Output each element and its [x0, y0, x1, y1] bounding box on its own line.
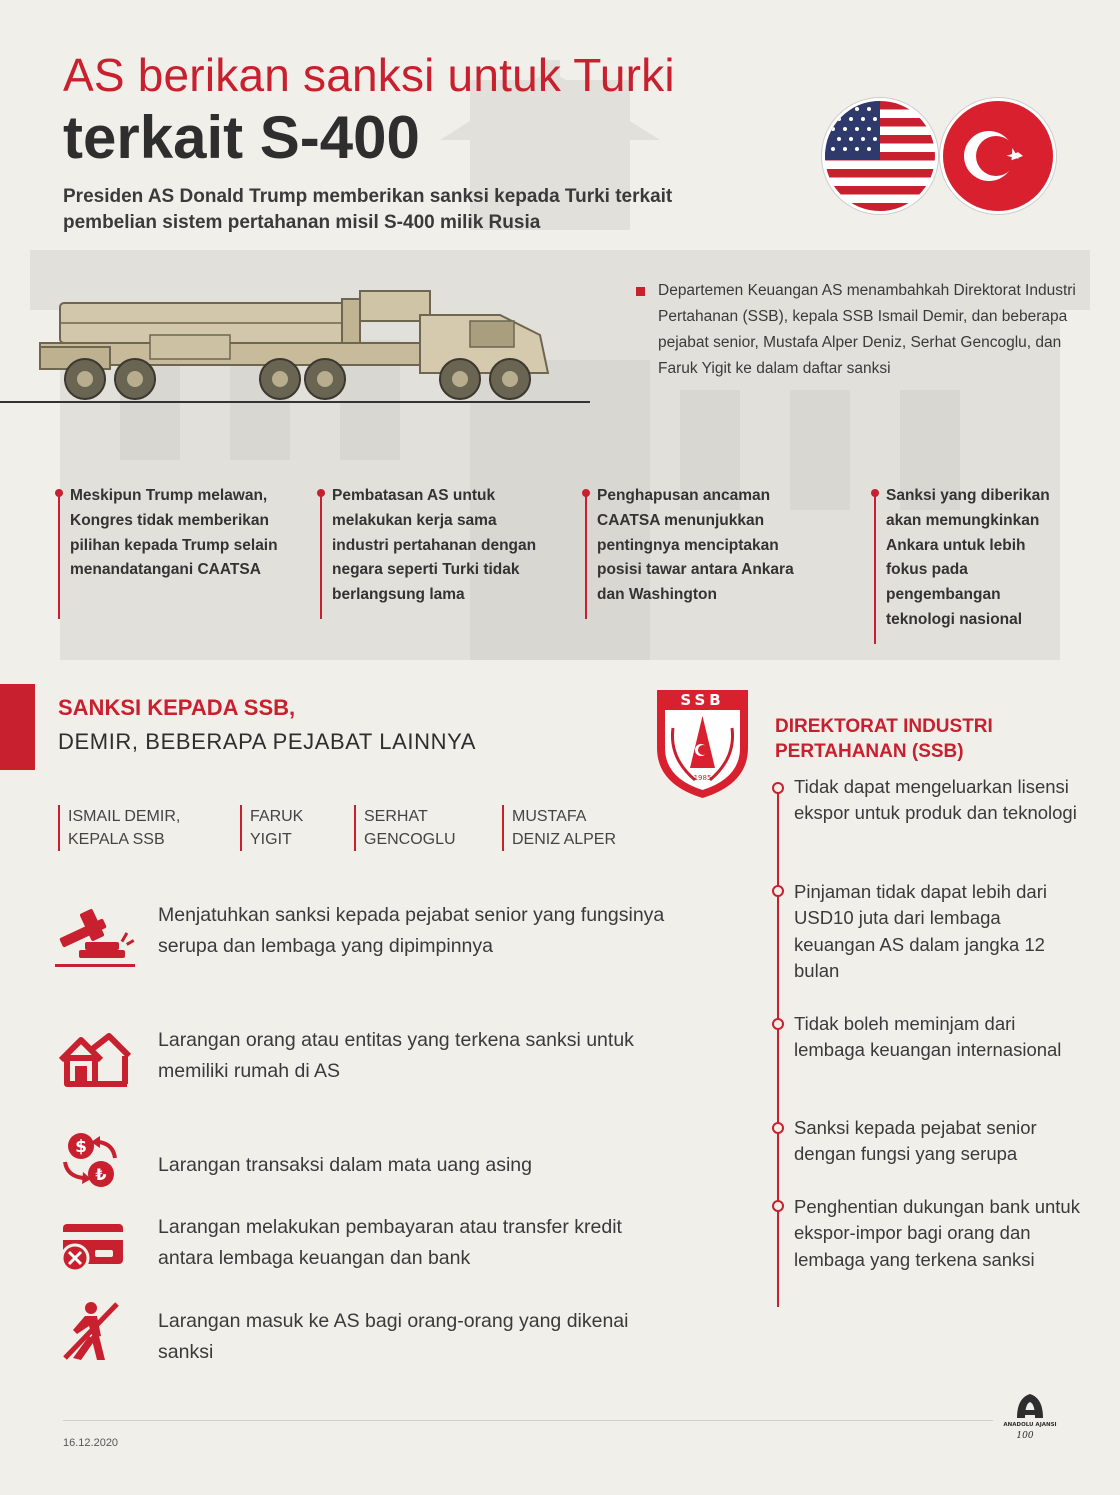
section-title-red: SANKSI KEPADA SSB,	[58, 695, 296, 720]
no-entry-person-icon	[55, 1300, 125, 1364]
bullet-square-icon	[636, 287, 645, 296]
ssb-title: DIREKTORAT INDUSTRI PERTAHANAN (SSB)	[775, 716, 993, 762]
official-name-4: MUSTAFA DENIZ ALPER	[502, 805, 616, 851]
bullet-dot-icon	[871, 489, 879, 497]
bullet-dot-icon	[317, 489, 325, 497]
svg-text:₺: ₺	[95, 1165, 107, 1184]
bullet-dot-icon	[55, 489, 63, 497]
ssb-item-5: Penghentian dukungan bank untuk ekspor-impor bagi orang dan lembaga yang terkena sanksi	[794, 1196, 1080, 1270]
footer-divider	[63, 1420, 993, 1421]
ssb-emblem-logo	[655, 688, 750, 800]
ssb-item-4: Sanksi kepada pejabat senior dengan fungsi yang serupa	[794, 1117, 1037, 1165]
blocked-card-icon	[55, 1220, 127, 1274]
timeline-dot-icon	[772, 885, 784, 897]
timeline-dot-icon	[772, 782, 784, 794]
turkey-flag-icon	[940, 98, 1056, 214]
sanction-item-3: Larangan transaksi dalam mata uang asing	[158, 1154, 532, 1176]
ssb-sanction-note: Departemen Keuangan AS menambahkah Direktorat Industri Pertahanan (SSB), kepala SSB Ismail Demir, dan beberapa pejabat senior, Mustafa Alper Deniz, Serhat Gencoglu, dan Faruk Yigit ke dalam daftar sanksi	[636, 278, 1076, 382]
house-icon	[55, 1032, 133, 1088]
s400-launcher-illustration	[0, 275, 590, 410]
ssb-item-1: Tidak dapat mengeluarkan lisensi ekspor untuk produk dan teknologi	[794, 776, 1077, 824]
sanction-item-5: Larangan masuk ke AS bagi orang-orang yang dikenai sanksi	[158, 1310, 629, 1363]
svg-text:1985: 1985	[693, 774, 712, 782]
official-name-3: SERHAT GENCOGLU	[354, 805, 456, 851]
lead-text: Presiden AS Donald Trump memberikan sanksi kepada Turki terkait pembelian sistem pertahanan misil S-400 milik Rusia	[63, 186, 673, 233]
timeline-dot-icon	[772, 1200, 784, 1212]
section-accent-bar	[0, 684, 35, 770]
sanction-item-1: Menjatuhkan sanksi kepada pejabat senior yang fungsinya serupa dan lembaga yang dipimpinnya	[158, 904, 665, 957]
svg-text:$: $	[75, 1137, 87, 1157]
key-point-2: Pembatasan AS untuk melakukan kerja sama industri pertahanan dengan negara seperti Turki tidak berlangsung lama	[320, 484, 545, 608]
gavel-icon	[55, 906, 135, 970]
ssb-item-2: Pinjaman tidak dapat lebih dari USD10 juta dari lembaga keuangan AS dalam jangka 12 bulan	[794, 881, 1047, 981]
publish-date: 16.12.2020	[63, 1437, 119, 1449]
key-point-4: Sanksi yang diberikan akan memungkinkan Ankara untuk lebih fokus pada pengembangan teknologi nasional	[874, 484, 1064, 633]
usa-flag-icon	[822, 98, 938, 214]
official-name-1: ISMAIL DEMIR, KEPALA SSB	[58, 805, 180, 851]
currency-exchange-icon	[55, 1130, 125, 1194]
sanction-item-2: Larangan orang atau entitas yang terkena sanksi untuk memiliki rumah di AS	[158, 1029, 634, 1082]
ssb-item-3: Tidak boleh meminjam dari lembaga keuangan internasional	[794, 1013, 1062, 1061]
bullet-dot-icon	[582, 489, 590, 497]
section-title-dark: DEMIR, BEBERAPA PEJABAT LAINNYA	[58, 729, 476, 754]
anadolu-agency-logo	[995, 1388, 1065, 1448]
ssb-timeline-line	[777, 785, 779, 1307]
title-line-2: terkait S-400	[63, 104, 420, 171]
svg-text:100: 100	[1016, 1431, 1034, 1441]
key-point-1: Meskipun Trump melawan, Kongres tidak memberikan pilihan kepada Trump selain menandatangani CAATSA	[58, 484, 288, 583]
key-point-3: Penghapusan ancaman CAATSA menunjukkan pentingnya menciptakan posisi tawar antara Ankara dan Washington	[585, 484, 820, 608]
svg-text:ANADOLU AJANSI: ANADOLU AJANSI	[1003, 1422, 1057, 1428]
svg-text:SSB: SSB	[680, 691, 725, 709]
official-name-2: FARUK YIGIT	[240, 805, 303, 851]
sanction-item-4: Larangan melakukan pembayaran atau transfer kredit antara lembaga keuangan dan bank	[158, 1216, 622, 1269]
timeline-dot-icon	[772, 1122, 784, 1134]
timeline-dot-icon	[772, 1018, 784, 1030]
title-line-1: AS berikan sanksi untuk Turki	[63, 49, 675, 101]
